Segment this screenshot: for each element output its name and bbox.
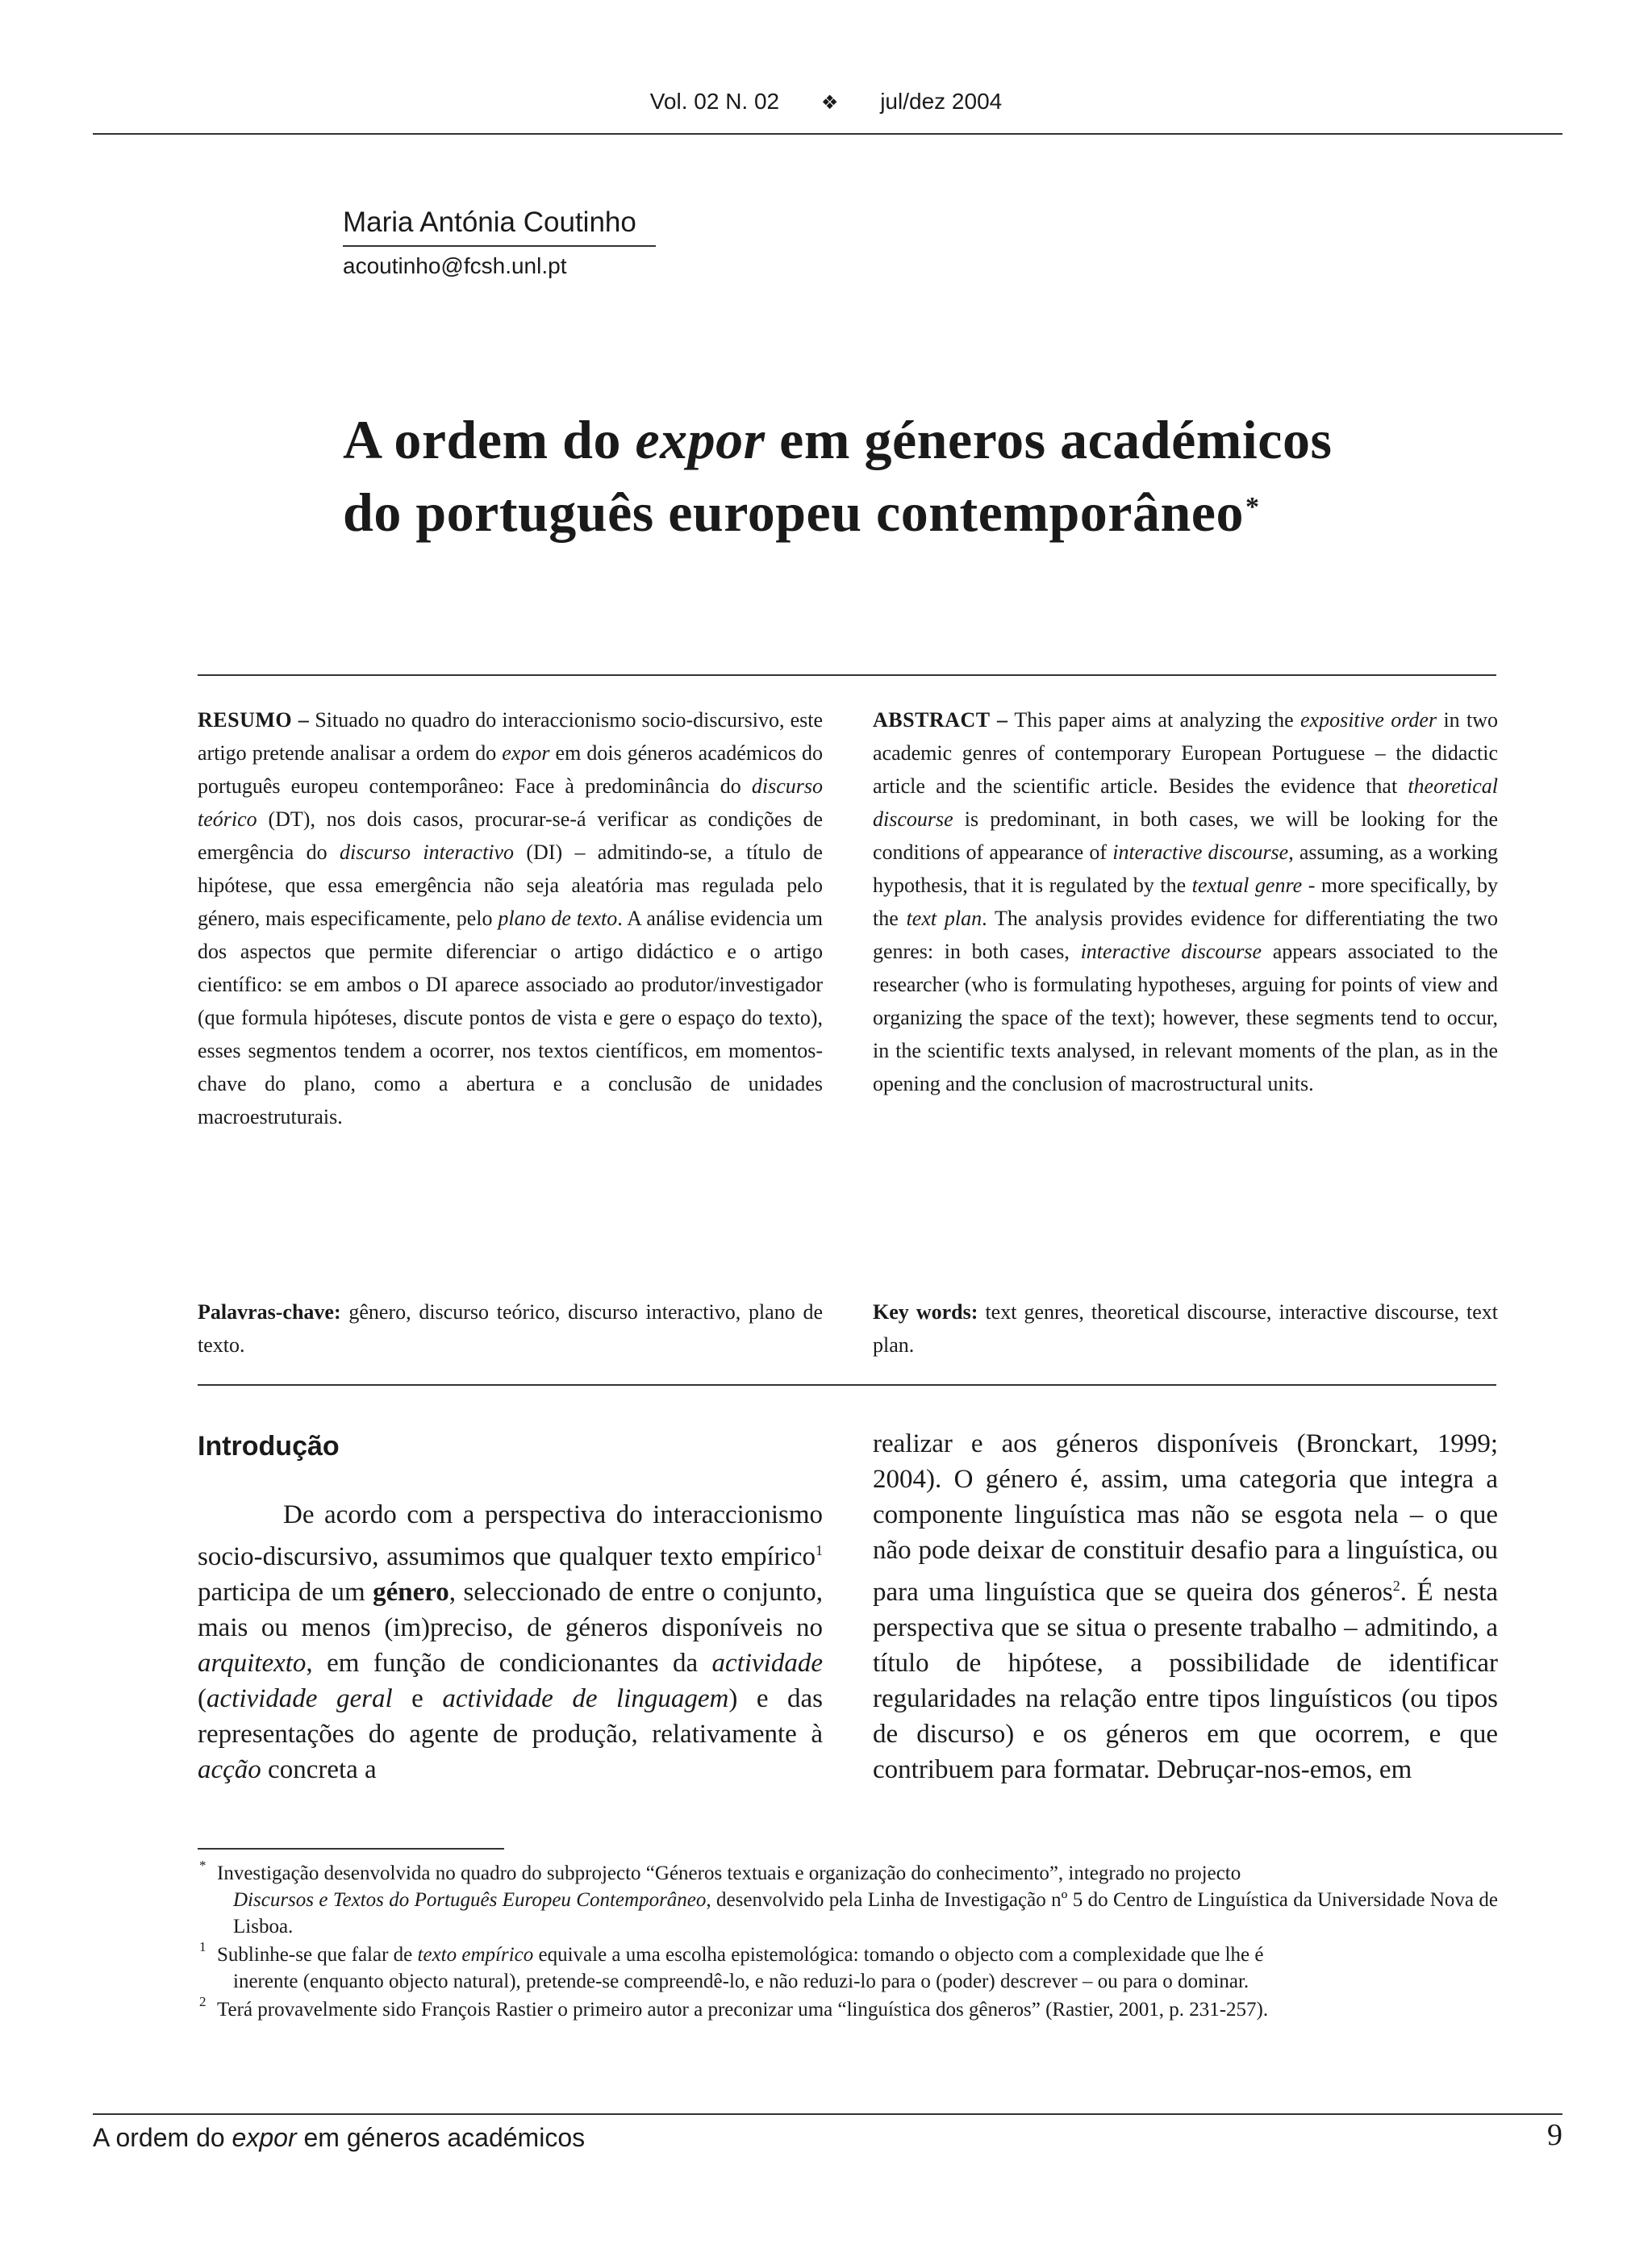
footnote-mark: * (199, 1858, 206, 1873)
abstract-text: in two academic genres of contemporary European Portuguese – the didactic article and the scientific article. Besides the evidence that (873, 708, 1499, 798)
abstract-text: , assuming, as a working hypothesis, that it is regulated by the (873, 840, 1498, 897)
body-text: . É nesta perspectiva que se situa o presente trabalho – admitindo, a título de hipótese, a possibilidade de identificar regularidades na relação entre tipos linguísticos (ou tipos de discurso) e os géneros em que ocorrem, e que contribuem para formatar. Debruçar-nos-emos, em (873, 1578, 1498, 1784)
section-heading-introducao: Introdução (198, 1431, 340, 1462)
volume-label: Vol. 02 N. 02 (649, 89, 780, 114)
abstract-text: - more specifically, by the (873, 874, 1498, 930)
footnote-text: , desenvolvido pela Linha de Investigação nº 5 do Centro de Linguística da Universidade Nova de Lisboa. (233, 1889, 1498, 1937)
footnote-ref-2[interactable]: 2 (1392, 1578, 1400, 1594)
author-email[interactable]: acoutinho@fcsh.unl.pt (343, 253, 567, 278)
resumo-label: RESUMO – (198, 708, 310, 732)
abstract-text: is predominant, in both cases, we will be looking for the conditions of appearance of (873, 807, 1498, 864)
abstract-block (873, 703, 1498, 1100)
body-text: concreta a (261, 1755, 377, 1784)
body-text: De acordo com a perspectiva do interaccionismo socio-discursivo, assumimos que qualquer texto empírico (198, 1500, 823, 1571)
resumo-italic: expor (502, 741, 550, 765)
footnote-text: equivale a uma escolha epistemológica: tomando o objecto com a complexidade que lhe é (533, 1944, 1264, 1966)
body-column-left (198, 1497, 823, 1787)
body-column-right (873, 1426, 1498, 1787)
issue-date: jul/dez 2004 (880, 89, 1003, 114)
resumo-text: (DI) – admitindo-se, a título de hipótese, que essa emergência não seja aleatória mas regulada pelo género, mais especificamente, pelo (198, 840, 823, 930)
footer-text: em géneros académicos (296, 2123, 586, 2152)
footnote-ref-1[interactable]: 1 (816, 1542, 823, 1558)
abstract-top-rule (198, 674, 1496, 676)
body-bold: género (373, 1578, 449, 1607)
author-name: Maria Antónia Coutinho (343, 206, 636, 238)
footer-text: A ordem do (93, 2123, 232, 2152)
abstract-italic: expositive order (1300, 708, 1437, 732)
body-italic: actividade (711, 1649, 823, 1678)
body-text: , seleccionado de entre o conjunto, mais ou menos (im)preciso, de géneros disponíveis no (198, 1578, 823, 1642)
running-header (0, 89, 1652, 115)
body-paragraph (873, 1426, 1498, 1787)
title-line2: do português europeu contemporâneo (343, 482, 1244, 543)
body-italic: acção (198, 1755, 261, 1784)
resumo-text: (DT), nos dois casos, procurar-se-á verificar as condições de emergência do (198, 807, 823, 864)
body-text: ) e das representações do agente de produção, relativamente à (198, 1684, 823, 1749)
running-footer-title (93, 2123, 585, 2153)
resumo-italic: discurso teórico (198, 774, 823, 831)
resumo-block (198, 703, 823, 1133)
keywords-pt (198, 1295, 823, 1362)
footnote-text: Terá provavelmente sido François Rastier o primeiro autor a preconizar uma “linguística dos gêneros” (Rastier, 2001, p. 231-257). (217, 1999, 1269, 2021)
resumo-italic: plano de texto (498, 907, 618, 930)
resumo-text: . A análise evidencia um dos aspectos que permite diferenciar o artigo didáctico e o artigo científico: se em ambos o DI aparece associado ao produtor/investigador (que formula hipóteses, discute pontos de vista e gere o espaço do texto), esses segmentos tendem a ocorrer, nos textos científicos, em momentos-chave do plano, como a abertura e a conclusão de unidades macroestruturais. (198, 907, 823, 1128)
footer-rule (93, 2113, 1562, 2115)
body-text: e (392, 1684, 443, 1713)
footnote-mark: 1 (199, 1939, 206, 1954)
body-paragraph (198, 1497, 823, 1787)
footnote-2 (198, 1996, 1498, 2023)
body-italic: actividade de linguagem (442, 1684, 729, 1713)
page-number: 9 (1547, 2118, 1562, 2152)
abstract-italic: interactive discourse (1112, 840, 1289, 864)
abstract-italic: textual genre (1191, 874, 1303, 897)
title-text: A ordem do (343, 409, 636, 470)
abstract-text: . The analysis provides evidence for differentiating the two genres: in both cases, (873, 907, 1499, 963)
diamond-ornament-icon: ❖ (820, 92, 839, 114)
abstract-label: ABSTRACT – (873, 708, 1008, 732)
title-footnote-mark[interactable]: * (1245, 492, 1260, 522)
abstract-text: appears associated to the researcher (who is formulating hypotheses, arguing for points of view and organizing the space of the text); however, these segments tend to occur, in the scientific texts analysed, in relevant moments of the plan, as in the opening and the conclusion of macrostructural units. (873, 940, 1499, 1095)
resumo-text: Situado no quadro do interaccionismo socio-discursivo, este artigo pretende analisar a ordem do (198, 708, 824, 765)
title-italic: expor (635, 409, 766, 470)
footer-italic: expor (232, 2123, 297, 2152)
author-rule (343, 245, 656, 247)
keywords-en-text: text genres, theoretical discourse, interactive discourse, text plan. (873, 1300, 1498, 1357)
footnote-italic: texto empírico (417, 1944, 534, 1966)
header-rule (93, 133, 1562, 135)
resumo-italic: discurso interactivo (339, 840, 515, 864)
footnote-text: inerente (enquanto objecto natural), pretende-se compreendê-lo, e não reduzi-lo para o (poder) descrever – ou para o dominar. (233, 1971, 1249, 1992)
keywords-pt-text: gênero, discurso teórico, discurso interactivo, plano de texto. (198, 1300, 823, 1357)
keywords-bottom-rule (198, 1384, 1496, 1386)
body-text: , em função de condicionantes da (306, 1649, 712, 1678)
abstract-italic: theoretical discourse (873, 774, 1498, 831)
body-text: realizar e aos géneros disponíveis (Bronckart, 1999; 2004). O género é, assim, uma categoria que integra a componente linguística mas não se esgota nela – o que não pode deixar de constituir desafio para a linguística, ou para uma linguística que se queira dos géneros (873, 1429, 1498, 1607)
footnote-mark: 2 (199, 1994, 206, 2009)
body-italic: arquitexto (198, 1649, 307, 1678)
resumo-text: em dois géneros académicos do português europeu contemporâneo: Face à predominância do (198, 741, 824, 798)
footnote-star (198, 1860, 1498, 1940)
article-title (343, 403, 1521, 548)
keywords-pt-label: Palavras-chave: (198, 1300, 341, 1324)
footnote-1 (198, 1939, 1498, 1995)
abstract-italic: text plan (906, 907, 982, 930)
footnote-text: Investigação desenvolvida no quadro do subprojecto “Géneros textuais e organização do conhecimento”, integrado no projecto (217, 1862, 1241, 1884)
body-text: ( (198, 1684, 206, 1713)
body-italic: actividade geral (206, 1684, 393, 1713)
abstract-italic: interactive discourse (1080, 940, 1262, 963)
footnote-rule (198, 1848, 504, 1850)
abstract-text: This paper aims at analyzing the (1007, 708, 1300, 732)
footnote-text: Sublinhe-se que falar de (217, 1944, 418, 1966)
footnotes (198, 1860, 1498, 2025)
title-text: em géneros académicos (765, 409, 1333, 470)
footnote-italic: Discursos e Textos do Português Europeu Contemporâneo (233, 1889, 707, 1911)
keywords-en (873, 1295, 1498, 1362)
body-text: participa de um (198, 1578, 373, 1607)
keywords-en-label: Key words: (873, 1300, 978, 1324)
